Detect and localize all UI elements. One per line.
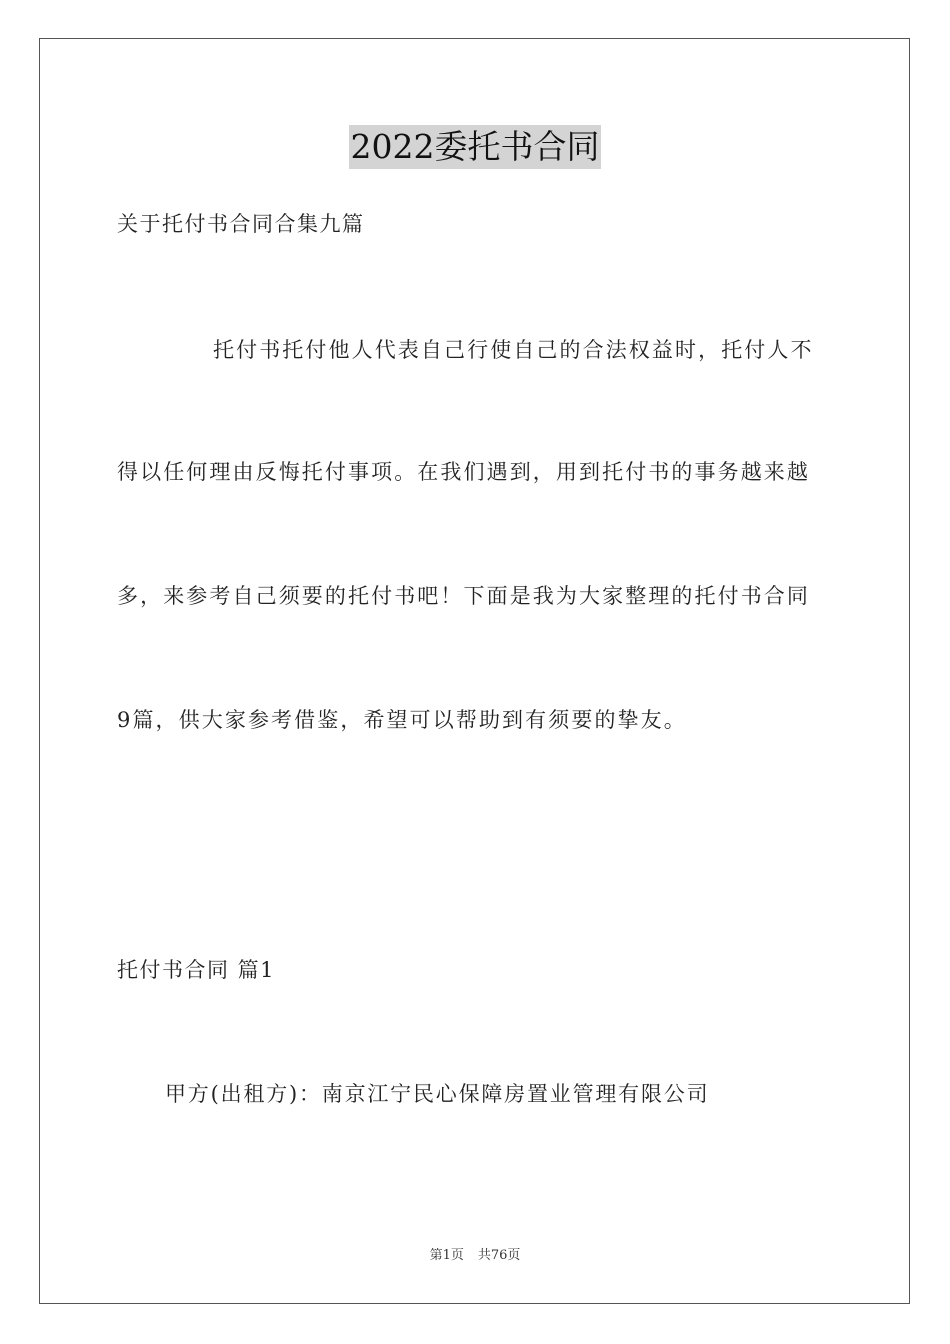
page-footer [0,1247,950,1265]
party-a-line: 甲方(出租方)：南京江宁民心保障房置业管理有限公司 [165,1082,710,1106]
intro-line-1: 托付书托付他人代表自己行使自己的合法权益时，托付人不 [213,338,814,362]
section-heading: 托付书合同 篇1 [117,958,276,982]
intro-line-3: 多，来参考自己须要的托付书吧！下面是我为大家整理的托付书合同 [117,584,810,608]
document-title: 2022委托书合同 [349,125,602,169]
intro-line-2: 得以任何理由反悔托付事项。在我们遇到，用到托付书的事务越来越 [117,460,810,484]
document-subtitle: 关于托付书合同合集九篇 [117,212,365,236]
page-total: 共76页 [477,1248,521,1263]
page-number: 第1页 [429,1248,464,1263]
title-container [0,125,950,169]
intro-line-4: 9篇，供大家参考借鉴，希望可以帮助到有须要的挚友。 [117,708,687,732]
